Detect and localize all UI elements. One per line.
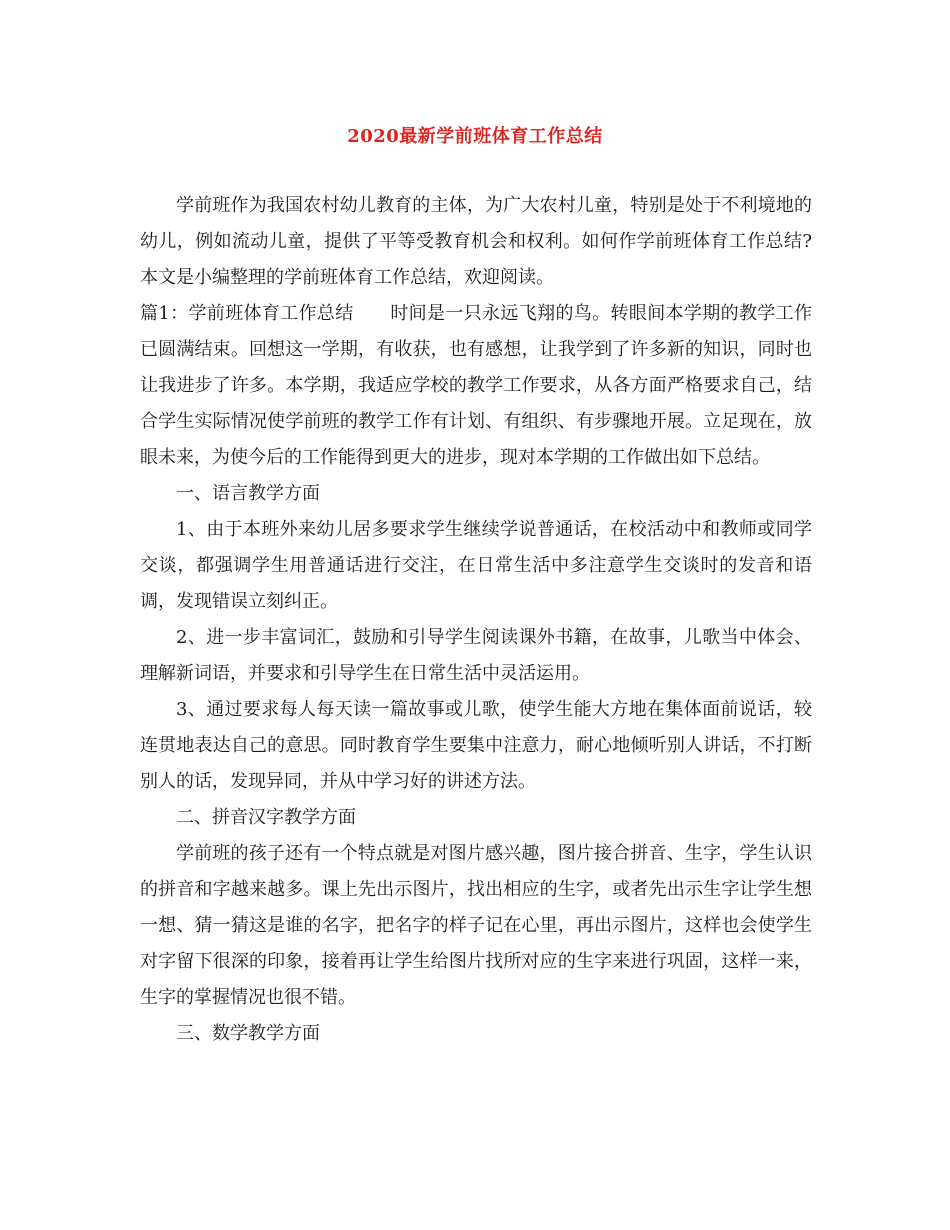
section-1-paragraph: 篇1：学前班体育工作总结 时间是一只永远飞翔的鸟。转眼间本学期的教学工作已圆满结束。回想这一学期，有收获，也有感想，让我学到了许多新的知识，同时也让我进步了许多。本学期，我适应学校的教学工作要求，从各方面严格要求自己，结合学生实际情况使学前班的教学工作有计划、有组织、有步骤地开展。立足现在，放眼未来，为使今后的工作能得到更大的进步，现对本学期的工作做出如下总结。 — [140, 303, 812, 468]
pinyin-heading: 二、拼音汉字教学方面 — [176, 807, 356, 828]
language-item-3: 3、通过要求每人每天读一篇故事或儿歌，使学生能大方地在集体面前说话，较连贯地表达自己的意思。同时教育学生要集中注意力，耐心地倾听别人讲话，不打断别人的话，发现异同，并从中学习好的讲述方法。 — [140, 699, 812, 792]
language-heading: 一、语言教学方面 — [176, 483, 320, 504]
intro-paragraph: 学前班作为我国农村幼儿教育的主体，为广大农村儿童，特别是处于不利境地的幼儿，例如流动儿童，提供了平等受教育机会和权利。如何作学前班体育工作总结?本文是小编整理的学前班体育工作总结，欢迎阅读。 — [140, 195, 812, 288]
language-item-1: 1、由于本班外来幼儿居多要求学生继续学说普通话，在校活动中和教师或同学交谈，都强调学生用普通话进行交注，在日常生活中多注意学生交谈时的发音和语调，发现错误立刻纠正。 — [140, 519, 812, 612]
language-item-2: 2、进一步丰富词汇，鼓励和引导学生阅读课外书籍，在故事，儿歌当中体会、理解新词语，并要求和引导学生在日常生活中灵活运用。 — [140, 627, 812, 684]
pinyin-paragraph: 学前班的孩子还有一个特点就是对图片感兴趣，图片接合拼音、生字，学生认识的拼音和字越来越多。课上先出示图片，找出相应的生字，或者先出示生字让学生想一想、猜一猜这是谁的名字，把名字的样子记在心里，再出示图片，这样也会使学生对字留下很深的印象，接着再让学生给图片找所对应的生字来进行巩固，这样一来，生字的掌握情况也很不错。 — [140, 843, 812, 1008]
document-title: 2020最新学前班体育工作总结 — [347, 126, 603, 147]
math-heading: 三、数学教学方面 — [176, 1023, 320, 1044]
document-body — [140, 188, 812, 1052]
